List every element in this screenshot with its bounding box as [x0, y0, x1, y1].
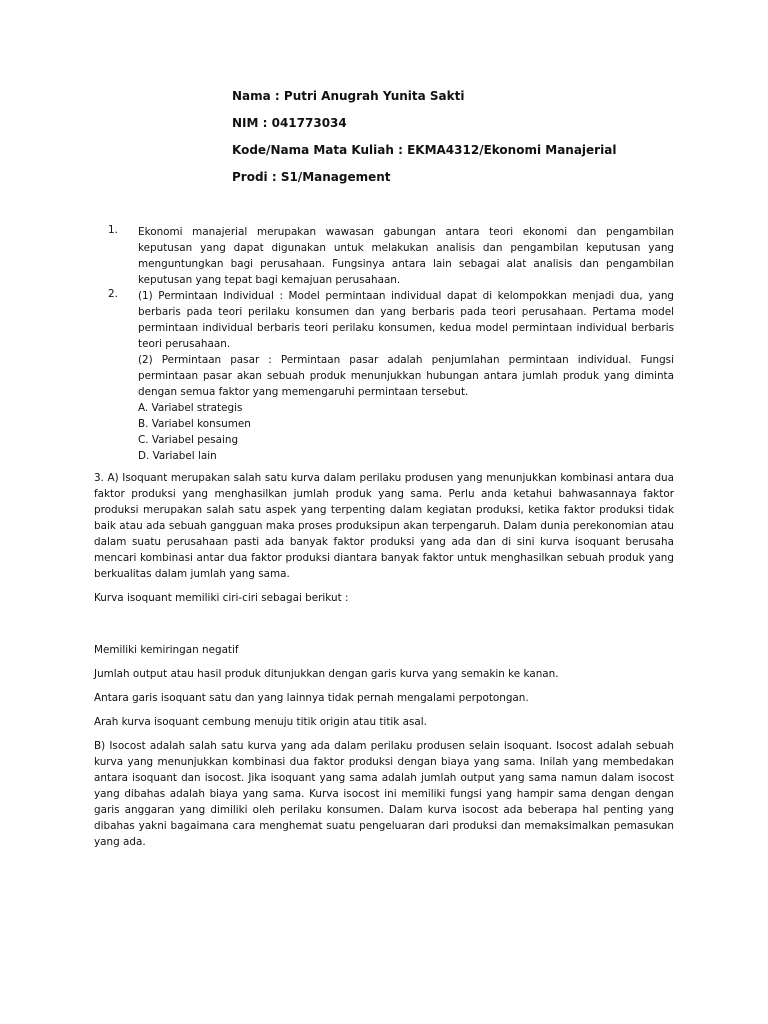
answer-3-section — [94, 470, 674, 858]
student-name: Nama : Putri Anugrah Yunita Sakti — [232, 89, 465, 103]
answer-item-2 — [94, 288, 674, 464]
isoquant-trait: Antara garis isoquant satu dan yang lainnya tidak pernah mengalami perpotongan. — [94, 692, 529, 704]
answer-2-market-demand: (2) Permintaan pasar : Permintaan pasar adalah penjumlahan permintaan individual. Fungsi permintaan pasar akan sebuah produk menunjukkan hubungan antara jumlah produk yang diminta dengan semua faktor yang memengaruhi permintaan tersebut. — [138, 354, 674, 398]
course-code: Kode/Nama Mata Kuliah : EKMA4312/Ekonomi Manajerial — [232, 143, 617, 157]
answer-item-1 — [94, 224, 674, 288]
list-number: 1. — [108, 224, 118, 236]
isoquant-traits-intro: Kurva isoquant memiliki ciri-ciri sebagai berikut : — [94, 592, 349, 604]
list-number: 2. — [108, 288, 118, 300]
variable-item: C. Variabel pesaing — [138, 434, 239, 446]
answer-list — [94, 224, 674, 464]
answer-1-paragraph: Ekonomi manajerial merupakan wawasan gabungan antara teori ekonomi dan pengambilan keputusan yang dapat digunakan untuk melakukan analisis dan pengambilan keputusan yang menguntungkan bagi perusahaan. Fungsinya antara lain sebagai alat analisis dan pengambilan keputusan yang tepat bagi kemajuan perusahaan. — [138, 226, 674, 286]
answer-2-individual-demand: (1) Permintaan Individual : Model permintaan individual dapat di kelompokkan menjadi dua, yang berbaris pada teori perilaku konsumen dan yang berbaris pada teori perusahaan. Pertama model permintaan individual berbaris teori perilaku konsumen, kedua model permintaan individual berbaris teori perusahaan. — [138, 290, 674, 350]
variable-item: A. Variabel strategis — [138, 402, 243, 414]
answer-3a-isoquant: 3. A) Isoquant merupakan salah satu kurva dalam perilaku produsen yang menunjukkan kombinasi antara dua faktor produksi yang menghasilkan jumlah produk yang sama. Perlu anda ketahui bahwasannaya faktor produksi merupakan salah satu aspek yang terpenting dalam kegiatan produksi, ketika faktor produksi tidak baik atau ada sebuah gangguan maka proses produksipun akan terpengaruh. Dalam dunia perekonomian atau dalam suatu perusahaan pasti ada banyak faktor produksi yang ada dan di sini kurva isoquant berusaha mencari kombinasi antar dua faktor produksi diantara banyak faktor untuk menghasilkan sebuah produk yang berkualitas dalam jumlah yang sama. — [94, 472, 674, 580]
isoquant-trait: Jumlah output atau hasil produk ditunjukkan dengan garis kurva yang semakin ke kanan. — [94, 668, 559, 680]
study-program: Prodi : S1/Management — [232, 170, 391, 184]
answer-3b-isocost: B) Isocost adalah salah satu kurva yang ada dalam perilaku produsen selain isoquant. Isocost adalah sebuah kurva yang menunjukkan kombinasi dua faktor produksi dengan biaya yang sama. Inilah yang membedakan antara isoquant dan isocost. Jika isoquant yang sama adalah jumlah output yang sama namun dalam isocost yang dibahas adalah biaya yang sama. Kurva isocost ini memiliki fungsi yang hampir sama dengan dengan garis anggaran yang dimiliki oleh perilaku konsumen. Dalam kurva isocost ada beberapa hal penting yang dibahas yakni bagaimana cara menghemat suatu pengeluaran dari produksi dan memaksimalkan pemasukan yang ada. — [94, 740, 674, 848]
isoquant-trait: Memiliki kemiringan negatif — [94, 644, 239, 656]
student-header — [232, 88, 616, 196]
student-nim: NIM : 041773034 — [232, 116, 347, 130]
variable-item: D. Variabel lain — [138, 450, 217, 462]
isoquant-trait: Arah kurva isoquant cembung menuju titik origin atau titik asal. — [94, 716, 427, 728]
variable-item: B. Variabel konsumen — [138, 418, 251, 430]
